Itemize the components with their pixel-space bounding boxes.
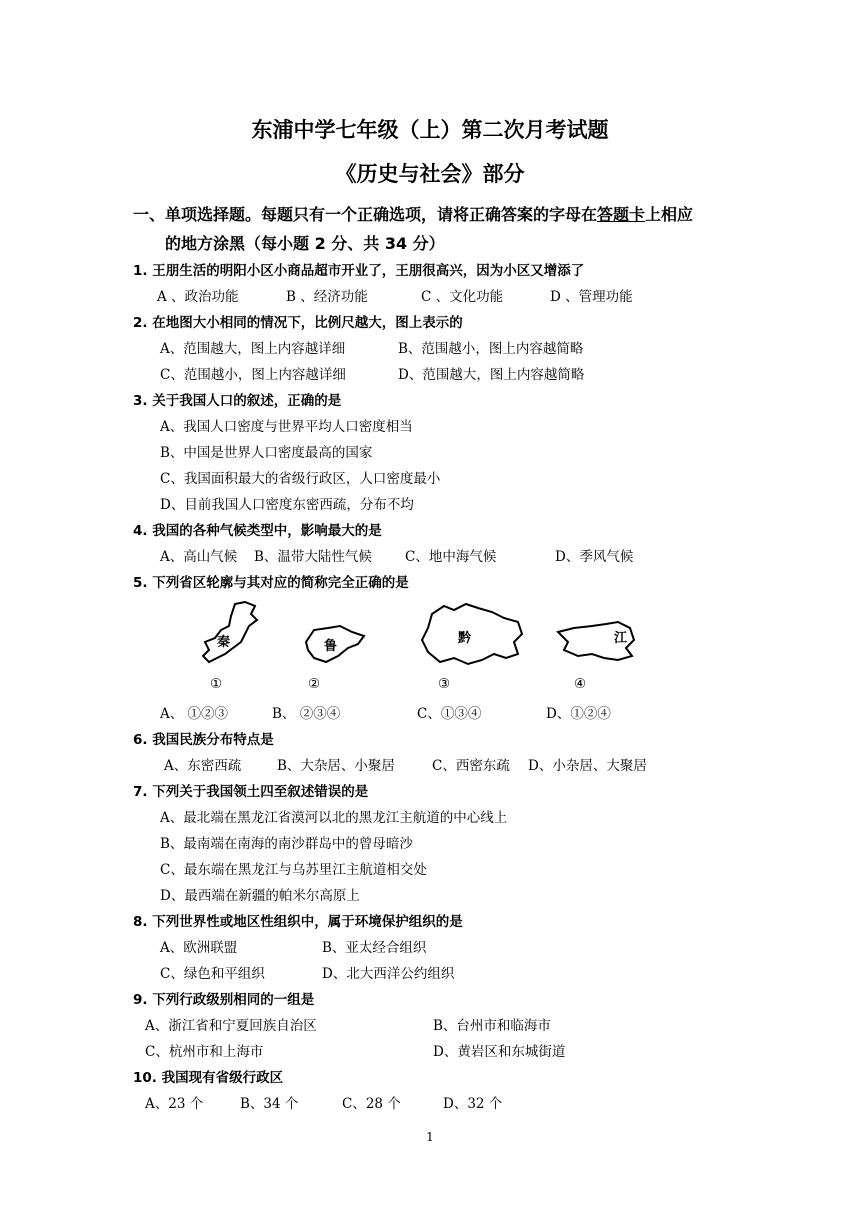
map-label-1: 秦	[217, 635, 231, 650]
shaanxi-outline-image	[195, 598, 267, 670]
q6-option-c: C、西密东疏	[432, 758, 510, 774]
question-1-stem: 1. 王朋生活的明阳小区小商品超市开业了，王朋很高兴，因为小区又增添了	[133, 263, 585, 279]
q7-option-a: A、最北端在黑龙江省漠河以北的黑龙江主航道的中心线上	[160, 810, 508, 826]
q6-option-d: D、小杂居、大聚居	[528, 758, 647, 774]
section-heading-line1: 一、单项选择题。每题只有一个正确选项，请将正确答案的字母在答题卡上相应	[133, 205, 694, 224]
q6-option-b: B、大杂居、小聚居	[277, 758, 395, 774]
q10-option-c: C、28 个	[342, 1096, 401, 1112]
question-6-stem: 6. 我国民族分布特点是	[133, 732, 274, 748]
map-label-4: 江	[614, 631, 628, 646]
question-4-stem: 4. 我国的各种气候类型中，影响最大的是	[133, 523, 382, 539]
q8-option-d: D、北大西洋公约组织	[322, 966, 455, 982]
page-title: 东浦中学七年级（上）第二次月考试题	[251, 118, 609, 142]
q6-option-a: A、东密西疏	[164, 758, 242, 774]
map-label-2: 鲁	[324, 639, 338, 654]
question-7-stem: 7. 下列关于我国领土四至叙述错误的是	[133, 784, 369, 800]
map-number-1: ①	[210, 676, 223, 692]
q9-option-a: A、浙江省和宁夏回族自治区	[145, 1018, 317, 1034]
q5-option-c: C、①③④	[417, 706, 482, 722]
q2-option-c: C、范围越小，图上内容越详细	[160, 367, 346, 383]
q7-option-b: B、最南端在南海的南沙群岛中的曾母暗沙	[160, 836, 413, 852]
question-8-stem: 8. 下列世界性或地区性组织中，属于环境保护组织的是	[133, 914, 463, 930]
answer-card-term: 答题卡	[597, 205, 646, 224]
q8-option-b: B、亚太经合组织	[322, 940, 427, 956]
q1-option-c: C 、文化功能	[421, 289, 504, 305]
q3-option-c: C、我国面积最大的省级行政区，人口密度最小	[160, 471, 441, 487]
q10-option-b: B、34 个	[240, 1096, 299, 1112]
q10-option-d: D、32 个	[443, 1096, 503, 1112]
question-10-stem: 10. 我国现有省级行政区	[133, 1070, 284, 1086]
q1-option-a: A 、政治功能	[157, 289, 239, 305]
q3-option-d: D、目前我国人口密度东密西疏，分布不均	[160, 497, 414, 513]
map-number-2: ②	[308, 676, 321, 692]
q7-option-d: D、最西端在新疆的帕米尔高原上	[160, 888, 360, 904]
q3-option-a: A、我国人口密度与世界平均人口密度相当	[160, 419, 413, 435]
q8-option-a: A、欧洲联盟	[160, 940, 238, 956]
page-subtitle: 《历史与社会》部分	[335, 162, 525, 186]
q2-option-d: D、范围越大，图上内容越简略	[398, 367, 585, 383]
question-3-stem: 3. 关于我国人口的叙述，正确的是	[133, 393, 342, 409]
q4-option-c: C、地中海气候	[405, 549, 497, 565]
q2-option-b: B、范围越小，图上内容越简略	[398, 341, 584, 357]
section-heading-line2: 的地方涂黑（每小题 2 分、共 34 分）	[165, 234, 445, 253]
question-9-stem: 9. 下列行政级别相同的一组是	[133, 992, 315, 1008]
q5-option-b: B、 ②③④	[272, 706, 341, 722]
q5-option-a: A、 ①②③	[160, 706, 229, 722]
map-number-3: ③	[438, 676, 451, 692]
q1-option-d: D 、管理功能	[550, 289, 633, 305]
shandong-outline-image	[298, 618, 370, 668]
guizhou-outline-image	[418, 600, 528, 670]
q4-option-d: D、季风气候	[555, 549, 634, 565]
q4-option-a: A、高山气候	[160, 549, 238, 565]
map-label-3: 黔	[458, 631, 472, 646]
page-number: 1	[426, 1130, 434, 1144]
q5-option-d: D、①②④	[546, 706, 611, 722]
question-2-stem: 2. 在地图大小相同的情况下，比例尺越大，图上表示的	[133, 315, 463, 331]
q9-option-c: C、杭州市和上海市	[145, 1044, 264, 1060]
q8-option-c: C、绿色和平组织	[160, 966, 265, 982]
q4-option-b: B、温带大陆性气候	[254, 549, 372, 565]
jiangsu-outline-image	[552, 618, 640, 666]
q2-option-a: A、范围越大，图上内容越详细	[160, 341, 346, 357]
q10-option-a: A、23 个	[145, 1096, 204, 1112]
q1-option-b: B 、经济功能	[286, 289, 368, 305]
q9-option-d: D、黄岩区和东城街道	[433, 1044, 566, 1060]
question-5-stem: 5. 下列省区轮廓与其对应的简称完全正确的是	[133, 575, 409, 591]
q3-option-b: B、中国是世界人口密度最高的国家	[160, 445, 373, 461]
map-number-4: ④	[574, 676, 587, 692]
q7-option-c: C、最东端在黑龙江与乌苏里江主航道相交处	[160, 862, 427, 878]
q9-option-b: B、台州市和临海市	[433, 1018, 551, 1034]
